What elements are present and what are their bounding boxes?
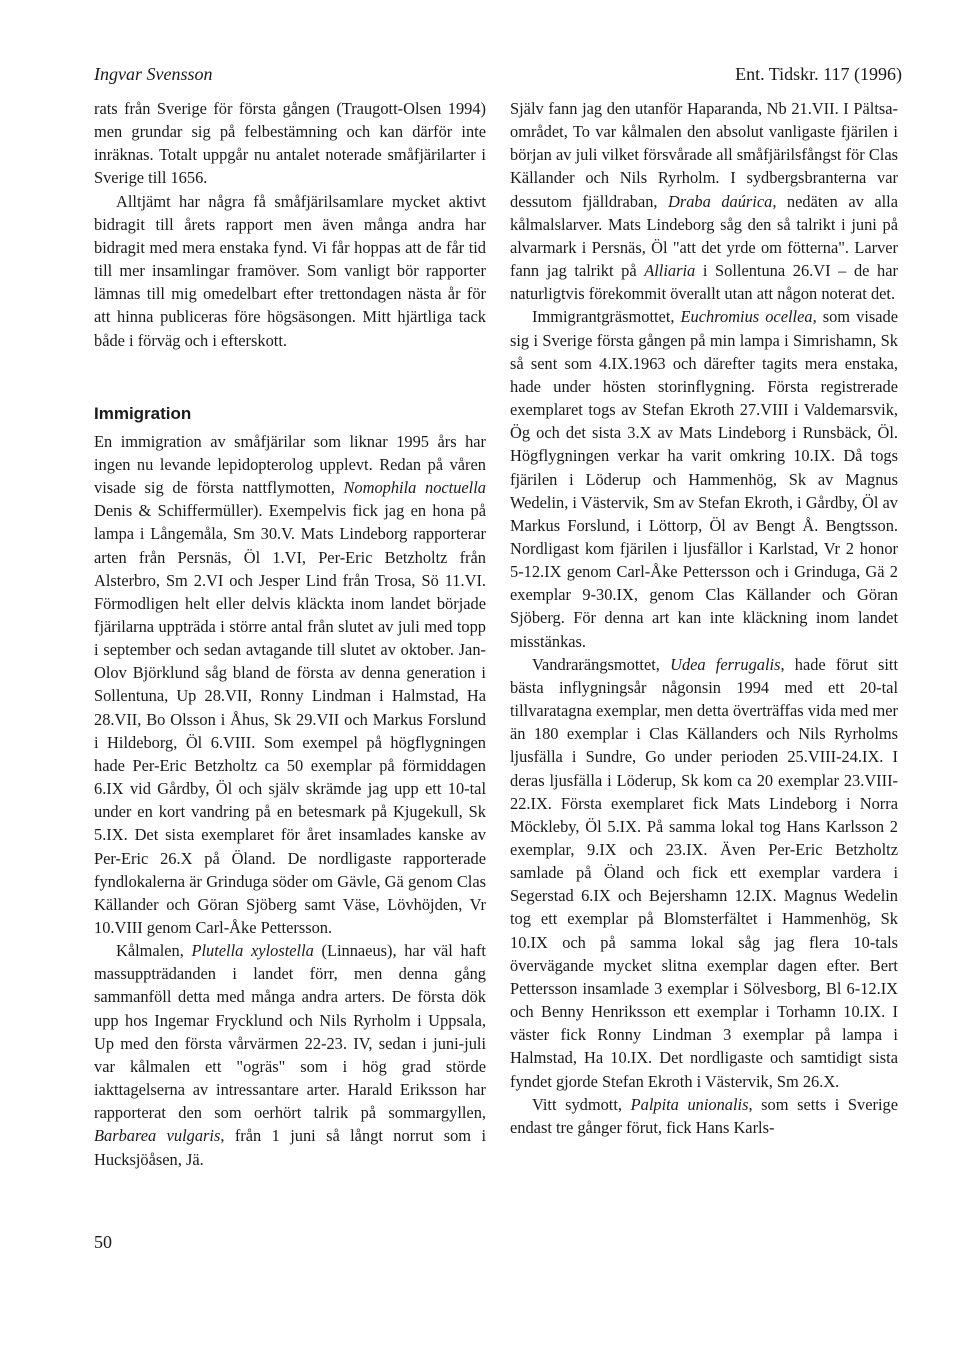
- text-run: Vitt sydmott,: [532, 1094, 631, 1114]
- paragraph: [510, 97, 898, 305]
- text-run: , nedäten av alla kålmalslarver. Mats Lindeborg såg den så talrikt i juni på alvarmark i Persnäs, Öl "att det yrde om fötterna". Larver fann jag talrikt på: [510, 191, 899, 281]
- paragraph: [94, 939, 486, 1171]
- plant-name: Draba daúrica: [668, 191, 773, 211]
- running-head-journal: Ent. Tidskr. 117 (1996): [735, 64, 902, 84]
- text-run: En immigration av småfjärilar som liknar 1995 års har ingen nu levande lepidopterolog upplevt. Redan på våren visade sig de första nattflymotten,: [94, 431, 486, 498]
- species-name: Euchromius ocellea: [680, 307, 813, 327]
- text-run: , som setts i Sverige endast tre gånger förut, fick Hans Karls-: [510, 1094, 899, 1137]
- text-run: , hade förut sitt bästa inflygningsår någonsin 1994 med ett 20-tal tillvaratagna exemplar, men detta överträffas vida med mer än 180 exemplar i Clas Källanders och Nils Ryrholms ljusfälla i Sundre, Go under perioden 25.VIII-24.IX. I deras ljusfälla i Löderup, Sk kom ca 20 exemplar 23.VIII-22.IX. Första exemplaret fick Mats Lindeborg i Norra Möckleby, Öl 5.IX. På samma lokal tog Hans Karlsson 2 exemplar, 9.IX och 23.IX. Även Per-Eric Betzholtz samlade på Öland och fick ett exemplar vardera i Segerstad 6.IX och Bejershamn 12.IX. Magnus Wedelin tog ett exemplar på Blomsterfältet i Hammenhög, Sk 10.IX och på samma lokal såg jag flera 10-tals övervägande mycket slitna exemplar dagen efter. Bert Pettersson insamlade 3 exemplar i Sölvesborg, Bl 6-12.IX och Benny Henriksson ett exemplar i Torhamn 10.IX. I väster fick Ronny Lindman 3 exemplar på lampa i Halmstad, Ha 10.IX. Det nordligaste och samtidigt sista fyndet gjorde Stefan Ekroth i Västervik, Sm 26.X.: [510, 654, 899, 1091]
- text-run: , från 1 juni så långt norrut som i Hucksjöåsen, Jä.: [94, 1126, 486, 1169]
- text-run: Denis & Schiffermüller). Exempelvis fick jag en hona på lampa i Långemåla, Sm 30.V. Mats Lindeborg rapporterar arten från Persnäs, Öl 1.VI, Per-Eric Betzholtz från Alsterbro, Sm 2.VI och Jesper Lind från Trosa, Sö 11.VI. Förmodligen helt eller delvis kläckta inom landet började fjärilarna uppträda i större antal från slutet av juli med topp i september och sedan avtagande till slutet av oktober. Jan-Olov Björklund såg bland de första av denna generation i Sollentuna, Up 28.VII, Ronny Lindman i Halmstad, Ha 28.VII, Bo Olsson i Åhus, Sk 29.VII och Markus Forslund i Hildeborg, Öl 6.VIII. Som exempel på högflygningen hade Per-Eric Betzholtz ca 50 exemplar på förmiddagen 6.IX vid Gårdby, Öl och själv skrämde jag upp ett 10-tal under en kort vandring på en betesmark på Kjugekull, Sk 5.IX. Det sista exemplaret för året insamlades kanske av Per-Eric 26.X på Öland. De nordligaste rapporterade fyndlokalerna är Grinduga söder om Gävle, Gä genom Clas Källander och Göran Sjöberg samt Väse, Lövhöjden, Vr 10.VIII genom Carl-Åke Pettersson.: [94, 501, 486, 937]
- text-run: i Sollentuna 26.VI – de har naturligtvis förekommit överallt utan att någon noterat det.: [510, 261, 898, 304]
- species-name: Nomophila noctuella: [343, 478, 486, 498]
- species-name: Plutella xylostella: [191, 941, 314, 961]
- paragraph: Alltjämt har några få småfjärilsamlare mycket aktivt bidragit till årets rapport men även många andra har bidragit med mera enstaka fynd. Vi får hoppas att de får tid till mer insamlingar framöver. Som vanligt bör rapporter lämnas till mig omedelbart efter trettondagen nästa år för att hinna publiceras före högsäsongen. Mitt hjärtliga tack både i förväg och i efterskott.: [94, 191, 486, 350]
- paragraph: [510, 653, 898, 1093]
- text-run: Vandrarängsmottet,: [532, 654, 671, 674]
- text-run: (Linnaeus), har väl haft massuppträdanden i landet förr, men denna gång sammanföll detta med många andra arters. De första dök upp hos Ingemar Frycklund och Nils Ryrholm i Uppsala, Up med den första vårvärmen 22-23. IV, sedan i juni-juli var kålmalen ett "ogräs" som i hög grad störde iakttagelserna av intressantare arter. Harald Eriksson har rapporterat den som oerhört talrik på sommargyllen,: [94, 941, 486, 1123]
- left-column: [94, 97, 486, 1171]
- text-run: Själv fann jag den utanför Haparanda, Nb 21.VII. I Pältsa-området, To var kålmalen den absolut vanligaste fjärilen i början av juli vilket försvårade all småfjärilsfångst för Clas Källander och Nils Ryrholm. I sydbergsbranterna var dessutom fjälldraban,: [510, 99, 898, 211]
- paragraph: [510, 1093, 898, 1139]
- plant-name: Barbarea vulgaris: [94, 1126, 221, 1146]
- species-name: Udea ferrugalis: [670, 654, 781, 674]
- paragraph: [510, 305, 898, 652]
- paragraph: rats från Sverige för första gången (Traugott-Olsen 1994) men grundar sig på felbestämning och kan därför inte inräknas. Totalt uppgår nu antalet noterade småfjärilarter i Sverige till 1656.: [94, 99, 486, 188]
- right-column: [510, 97, 898, 1139]
- plant-name: Alliaria: [644, 261, 696, 281]
- species-name: Palpita unionalis: [630, 1094, 749, 1114]
- running-head-author: Ingvar Svensson: [94, 64, 213, 84]
- text-run: Immigrantgräsmottet,: [532, 307, 681, 327]
- page-number: 50: [94, 1232, 112, 1252]
- paragraph: [94, 430, 486, 939]
- text-run: , som visade sig i Sverige första gången på min lampa i Simrishamn, Sk så sent som 4.IX.1963 och därefter tagits mera enstaka, hade under hösten storinflygning. Första registrerade exemplaret togs av Stefan Ekroth 27.VIII i Valdemarsvik, Ög och det sista 3.X av Mats Lindeborg i Runsbäck, Öl. Högflygningen verkar ha varit omkring 10.IX. Då togs fjärilen i Löderup och Hammenhög, Sk av Magnus Wedelin, i Västervik, Sm av Stefan Ekroth, i Gårdby, Öl av Markus Forslund, i Löttorp, Öl av Bengt Å. Bengtsson. Nordligast kom fjärilen i ljusfällor i Karlstad, Vr 2 honor 5-12.IX genom Carl-Åke Pettersson och i Grinduga, Gä 2 exemplar 9-30.IX, genom Clas Källander och Göran Sjöberg. För denna art kan inte kläckning inom landet misstänkas.: [510, 307, 898, 651]
- section-heading-immigration: Immigration: [94, 403, 192, 423]
- text-run: Kålmalen,: [116, 941, 192, 961]
